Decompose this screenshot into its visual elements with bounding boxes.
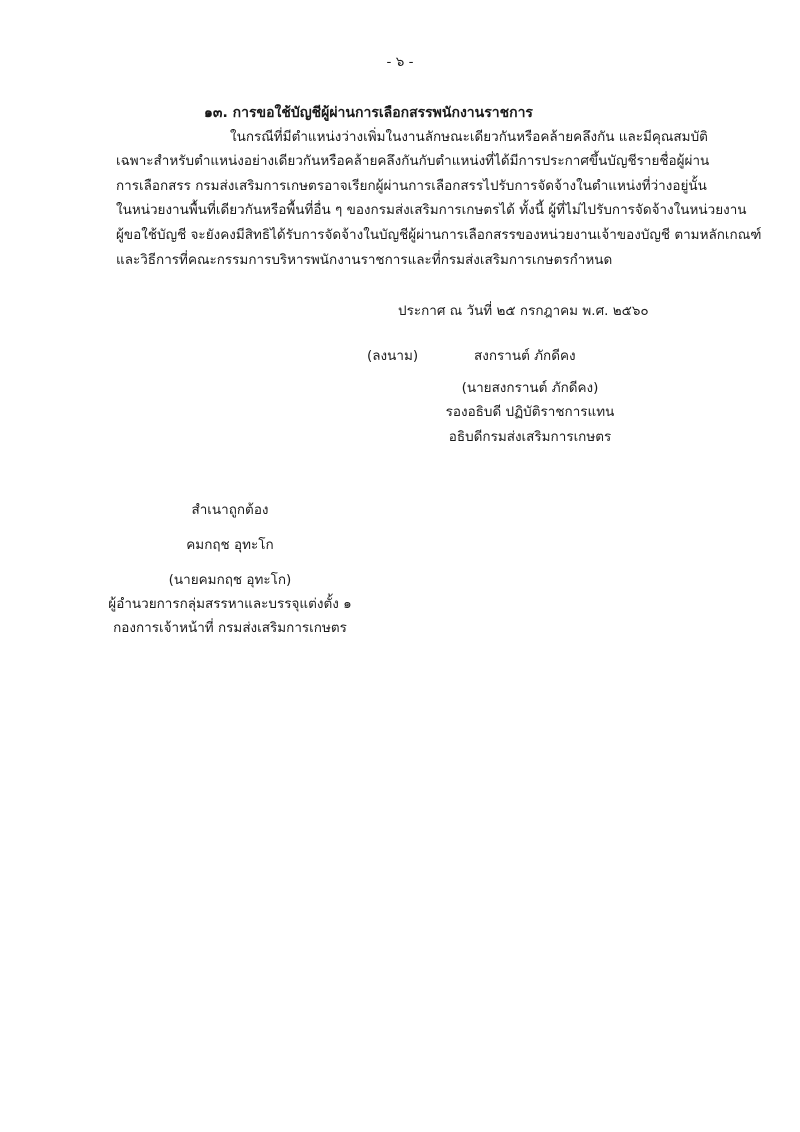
signatory-signature: สงกรานต์ ภักดีคง — [474, 348, 576, 364]
section-heading: ๑๓. การขอใช้บัญชีผู้ผ่านการเลือกสรรพนักงานราชการ — [204, 105, 533, 121]
paragraph-line: ในหน่วยงานพื้นที่เดียวกันหรือพื้นที่อื่น ๆ ของกรมส่งเสริมการเกษตรได้ ทั้งนี้ ผู้ที่ไม่ไปรับการจัดจ้างในหน่วยงาน — [116, 202, 747, 218]
certified-copy-label: สำเนาถูกต้อง — [191, 502, 269, 518]
paragraph-line: และวิธีการที่คณะกรรมการบริหารพนักงานราชการและที่กรมส่งเสริมการเกษตรกำหนด — [116, 252, 613, 268]
signatory-position: รองอธิบดี ปฏิบัติราชการแทน — [445, 404, 615, 420]
certifier-department: กองการเจ้าหน้าที่ กรมส่งเสริมการเกษตร — [113, 620, 347, 636]
announcement-date: ประกาศ ณ วันที่ ๒๕ กรกฎาคม พ.ศ. ๒๕๖๐ — [398, 303, 649, 319]
page-number: - ๖ - — [386, 54, 414, 70]
paragraph-line: การเลือกสรร กรมส่งเสริมการเกษตรอาจเรียกผู้ผ่านการเลือกสรรไปรับการจัดจ้างในตำแหน่งที่ว่างอยู่นั้น — [116, 178, 707, 194]
certifier-full-name: (นายคมกฤช อุทะโก) — [168, 572, 292, 588]
paragraph-line: ผู้ขอใช้บัญชี จะยังคงมีสิทธิได้รับการจัดจ้างในบัญชีผู้ผ่านการเลือกสรรของหน่วยงานเจ้าของบัญชี ตามหลักเกณฑ์ — [116, 227, 762, 243]
paragraph-line: ในกรณีที่มีตำแหน่งว่างเพิ่มในงานลักษณะเดียวกันหรือคล้ายคลึงกัน และมีคุณสมบัติ — [230, 129, 708, 145]
signed-label: (ลงนาม) — [367, 348, 419, 364]
certifier-position: ผู้อำนวยการกลุ่มสรรหาและบรรจุแต่งตั้ง ๑ — [108, 596, 352, 612]
signatory-department: อธิบดีกรมส่งเสริมการเกษตร — [448, 429, 612, 445]
paragraph-line: เฉพาะสำหรับตำแหน่งอย่างเดียวกันหรือคล้ายคลึงกันกับตำแหน่งที่ได้มีการประกาศขึ้นบัญชีรายชื่อผู้ผ่าน — [116, 153, 710, 169]
signatory-full-name: (นายสงกรานต์ ภักดีคง) — [461, 380, 599, 396]
certifier-signature: คมกฤช อุทะโก — [186, 537, 274, 553]
